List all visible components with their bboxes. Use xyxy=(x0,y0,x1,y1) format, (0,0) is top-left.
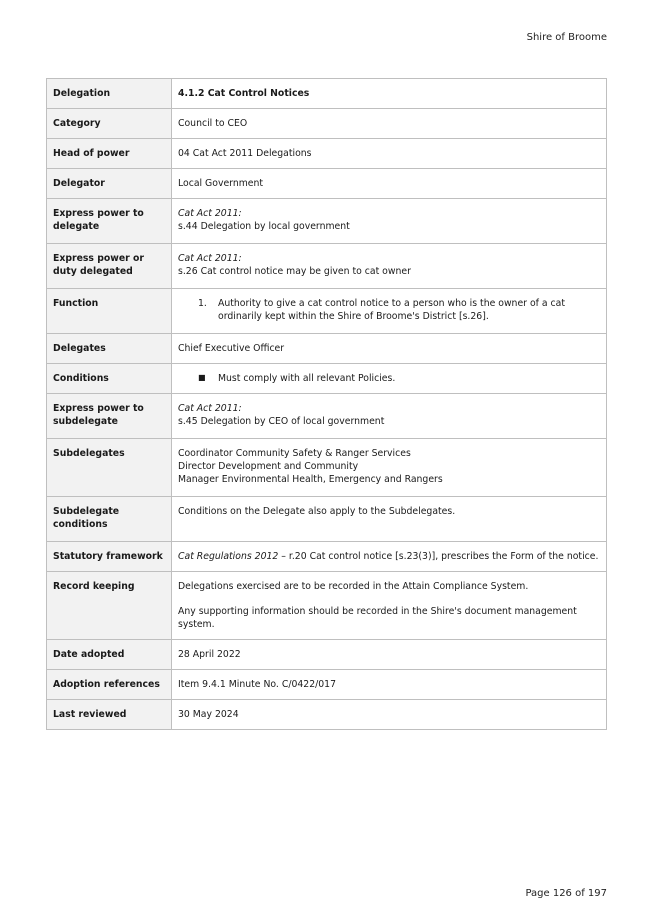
row-label: Head of power xyxy=(47,139,172,169)
table-row xyxy=(47,109,607,139)
row-label: Last reviewed xyxy=(47,700,172,730)
row-value xyxy=(172,289,607,334)
row-value xyxy=(172,364,607,394)
table-row xyxy=(47,289,607,334)
regulation-detail: – r.20 Cat control notice [s.23(3)], prescribes the Form of the notice. xyxy=(278,551,599,562)
row-value: Conditions on the Delegate also apply to the Subdelegates. xyxy=(172,497,607,542)
row-label: Express power to subdelegate xyxy=(47,394,172,439)
table-row xyxy=(47,364,607,394)
subdelegate-line: Director Development and Community xyxy=(178,461,359,472)
bullet-list-item xyxy=(178,372,600,385)
row-label: Conditions xyxy=(47,364,172,394)
list-item-text: Must comply with all relevant Policies. xyxy=(218,373,396,384)
row-value: Local Government xyxy=(172,169,607,199)
regulation-name: Cat Regulations 2012 xyxy=(178,551,279,562)
table-row xyxy=(47,497,607,542)
act-name: Cat Act 2011: xyxy=(178,208,242,219)
row-value: 28 April 2022 xyxy=(172,640,607,670)
subdelegate-line: Manager Environmental Health, Emergency and Rangers xyxy=(178,474,443,485)
table-row xyxy=(47,169,607,199)
table-row xyxy=(47,640,607,670)
list-item-text: Authority to give a cat control notice to a person who is the owner of a cat ordinarily kept within the Shire of Broome's District [s.26]. xyxy=(218,298,565,322)
table-row xyxy=(47,439,607,497)
row-value: Council to CEO xyxy=(172,109,607,139)
table-row xyxy=(47,244,607,289)
table-row xyxy=(47,334,607,364)
row-label: Subdelegates xyxy=(47,439,172,497)
list-number: 1. xyxy=(198,298,207,309)
act-name: Cat Act 2011: xyxy=(178,403,242,414)
table-row xyxy=(47,542,607,572)
row-label: Record keeping xyxy=(47,572,172,640)
row-label: Adoption references xyxy=(47,670,172,700)
row-value: Chief Executive Officer xyxy=(172,334,607,364)
square-bullet-icon: ■ xyxy=(198,373,206,382)
row-label: Function xyxy=(47,289,172,334)
row-label: Date adopted xyxy=(47,640,172,670)
row-label: Delegates xyxy=(47,334,172,364)
row-label: Statutory framework xyxy=(47,542,172,572)
act-section: s.44 Delegation by local government xyxy=(178,221,350,232)
row-value xyxy=(172,542,607,572)
row-value xyxy=(172,439,607,497)
row-label: Express power to delegate xyxy=(47,199,172,244)
row-value: 30 May 2024 xyxy=(172,700,607,730)
subdelegate-line: Coordinator Community Safety & Ranger Services xyxy=(178,448,411,459)
delegation-title: 4.1.2 Cat Control Notices xyxy=(172,79,607,109)
row-value xyxy=(172,199,607,244)
table-row xyxy=(47,199,607,244)
row-value xyxy=(172,572,607,640)
record-keeping-line: Any supporting information should be recorded in the Shire's document management system. xyxy=(178,606,577,630)
row-value xyxy=(172,244,607,289)
table-row xyxy=(47,572,607,640)
act-section: s.45 Delegation by CEO of local government xyxy=(178,416,385,427)
row-value xyxy=(172,394,607,439)
row-label: Express power or duty delegated xyxy=(47,244,172,289)
record-keeping-line: Delegations exercised are to be recorded in the Attain Compliance System. xyxy=(178,581,529,592)
act-name: Cat Act 2011: xyxy=(178,253,242,264)
table-row xyxy=(47,394,607,439)
numbered-list-item xyxy=(178,297,600,323)
row-label: Delegation xyxy=(47,79,172,109)
row-label: Subdelegate conditions xyxy=(47,497,172,542)
row-label: Delegator xyxy=(47,169,172,199)
row-value: Item 9.4.1 Minute No. C/0422/017 xyxy=(172,670,607,700)
act-section: s.26 Cat control notice may be given to cat owner xyxy=(178,266,411,277)
row-label: Category xyxy=(47,109,172,139)
table-row xyxy=(47,670,607,700)
page-header: Shire of Broome xyxy=(526,32,607,43)
row-value: 04 Cat Act 2011 Delegations xyxy=(172,139,607,169)
delegation-table xyxy=(46,78,607,730)
table-row xyxy=(47,700,607,730)
table-row xyxy=(47,79,607,109)
table-row xyxy=(47,139,607,169)
page-number: Page 126 of 197 xyxy=(525,888,607,899)
